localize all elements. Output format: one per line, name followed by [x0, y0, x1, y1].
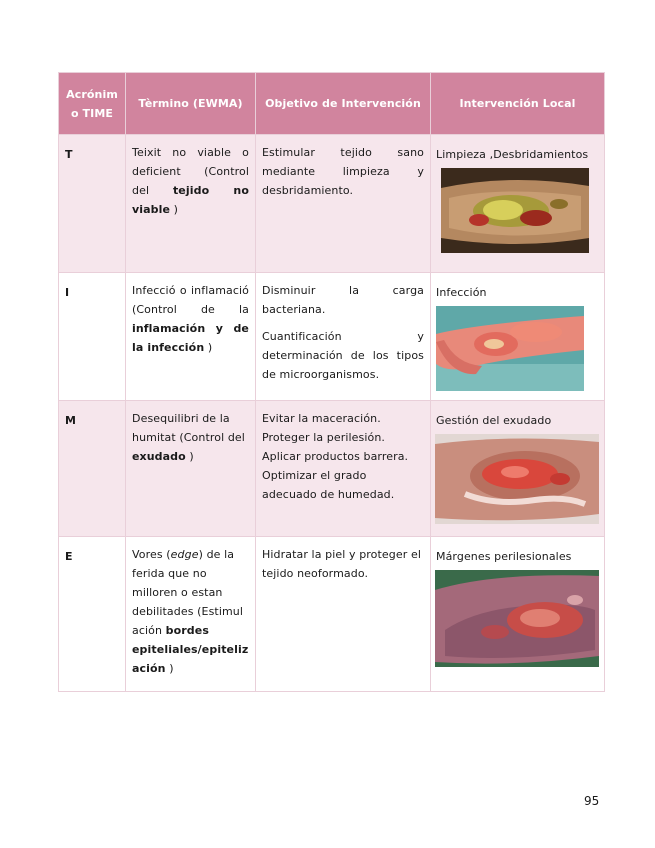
acronym-cell: I [59, 273, 126, 401]
intervention-cell [431, 401, 605, 537]
objective-cell [256, 135, 431, 273]
header-term: Tèrmino (EWMA) [126, 73, 256, 135]
acronym-cell: E [59, 537, 126, 692]
acronym-cell: T [59, 135, 126, 273]
term-cell: Infecció o inflamació (Control de la inflamación y de la infección ) [126, 273, 256, 401]
objective-text: Evitar la maceración. Proteger la perilesión. Aplicar productos barrera. Optimizar el grado adecuado de humedad. [262, 412, 409, 501]
page-number: 95 [584, 794, 600, 808]
objective-text: Estimular tejido sano mediante limpieza y desbridamiento. [262, 146, 424, 197]
objective-text: Cuantificación y determinación de los tipos de microorganismos. [262, 330, 424, 381]
objective-cell [256, 401, 431, 537]
objective-text: Hidratar la piel y proteger el tejido neoformado. [262, 548, 421, 580]
objective-cell [256, 273, 431, 401]
intervention-label: Gestión del exudado [436, 414, 552, 427]
intervention-cell [431, 537, 605, 692]
table-row [59, 401, 605, 537]
term-cell: Desequilibri de la humitat (Control del exudado ) [126, 401, 256, 537]
intervention-label: Márgenes perilesionales [436, 550, 572, 563]
wound-photo-edges [435, 570, 599, 667]
wound-photo-exudate [435, 434, 599, 524]
intervention-label: Limpieza ,Desbridamientos [436, 148, 589, 161]
intervention-cell [431, 273, 605, 401]
intervention-label: Infección [436, 286, 487, 299]
objective-text: Disminuir la carga bacteriana. [262, 284, 424, 316]
table-header-row [59, 73, 605, 135]
term-cell: Vores (edge) de la ferida que no milloren o estan debilitades (Estimul ación bordes epiteliales/epiteliz ación ) [126, 537, 256, 692]
table-row [59, 273, 605, 401]
objective-cell [256, 537, 431, 692]
time-framework-table [58, 72, 605, 692]
acronym-cell: M [59, 401, 126, 537]
table-row [59, 135, 605, 273]
term-cell: Teixit no viable o deficient (Control del tejido no viable ) [126, 135, 256, 273]
intervention-cell [431, 135, 605, 273]
header-acronym: Acrónim o TIME [59, 73, 126, 135]
header-objective: Objetivo de Intervención [256, 73, 431, 135]
table-row [59, 537, 605, 692]
wound-photo-necrotic-tissue [441, 168, 589, 253]
header-intervention: Intervención Local [431, 73, 605, 135]
wound-photo-infected-leg [436, 306, 584, 391]
